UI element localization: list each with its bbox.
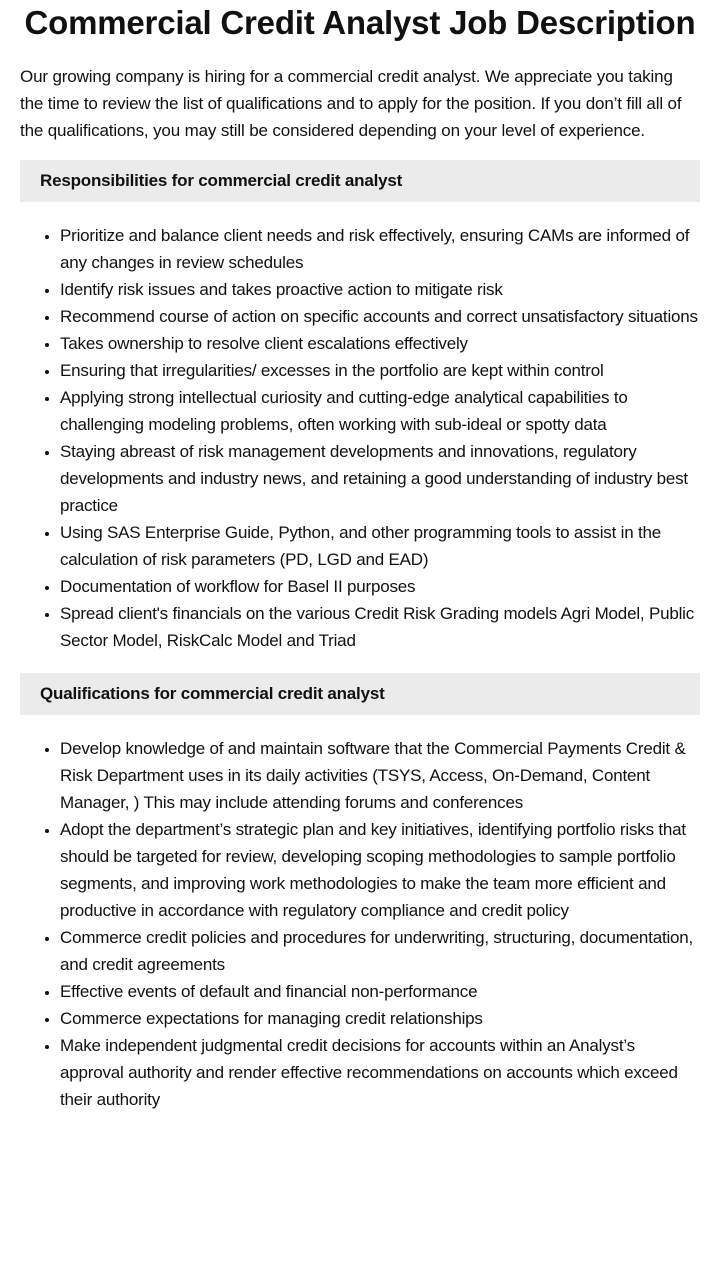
qualifications-list xyxy=(20,735,700,1113)
list-item: • Takes ownership to resolve client escalations effectively xyxy=(60,330,700,357)
list-item: • Make independent judgmental credit decisions for accounts within an Analyst’s approval authority and render effective recommendations on accounts which exceed their authority xyxy=(60,1032,700,1113)
responsibilities-heading: Responsibilities for commercial credit analyst xyxy=(20,160,700,202)
list-item: • Recommend course of action on specific accounts and correct unsatisfactory situations xyxy=(60,303,700,330)
qualifications-heading: Qualifications for commercial credit analyst xyxy=(20,673,700,715)
list-item: • Spread client's financials on the various Credit Risk Grading models Agri Model, Public Sector Model, RiskCalc Model and Triad xyxy=(60,600,700,654)
list-item: • Identify risk issues and takes proactive action to mitigate risk xyxy=(60,276,700,303)
list-item: • Applying strong intellectual curiosity and cutting-edge analytical capabilities to challenging modeling problems, often working with sub-ideal or spotty data xyxy=(60,384,700,438)
list-item: • Using SAS Enterprise Guide, Python, and other programming tools to assist in the calculation of risk parameters (PD, LGD and EAD) xyxy=(60,519,700,573)
list-item: • Documentation of workflow for Basel II purposes xyxy=(60,573,700,600)
list-item: • Prioritize and balance client needs and risk effectively, ensuring CAMs are informed of any changes in review schedules xyxy=(60,222,700,276)
list-item: • Commerce credit policies and procedures for underwriting, structuring, documentation, and credit agreements xyxy=(60,924,700,978)
list-item: • Effective events of default and financial non-performance xyxy=(60,978,700,1005)
intro-paragraph: Our growing company is hiring for a commercial credit analyst. We appreciate you taking the time to review the list of qualifications and to apply for the position. If you don’t fill all of the qualifications, you may still be considered depending on your level of experience. xyxy=(20,67,682,140)
list-item: • Develop knowledge of and maintain software that the Commercial Payments Credit & Risk Department uses in its daily activities (TSYS, Access, On-Demand, Content Manager, ) This may include attending forums and conferences xyxy=(60,735,700,816)
page-title: Commercial Credit Analyst Job Description xyxy=(24,4,696,41)
list-item: • Commerce expectations for managing credit relationships xyxy=(60,1005,700,1032)
list-item: • Adopt the department’s strategic plan and key initiatives, identifying portfolio risks that should be targeted for review, developing scoping methodologies to sample portfolio segments, and improving work methodologies to make the team more efficient and productive in accordance with regulatory compliance and credit policy xyxy=(60,816,700,924)
list-item: • Staying abreast of risk management developments and innovations, regulatory developments and industry news, and retaining a good understanding of industry best practice xyxy=(60,438,700,519)
responsibilities-list xyxy=(20,222,700,654)
list-item: • Ensuring that irregularities/ excesses in the portfolio are kept within control xyxy=(60,357,700,384)
